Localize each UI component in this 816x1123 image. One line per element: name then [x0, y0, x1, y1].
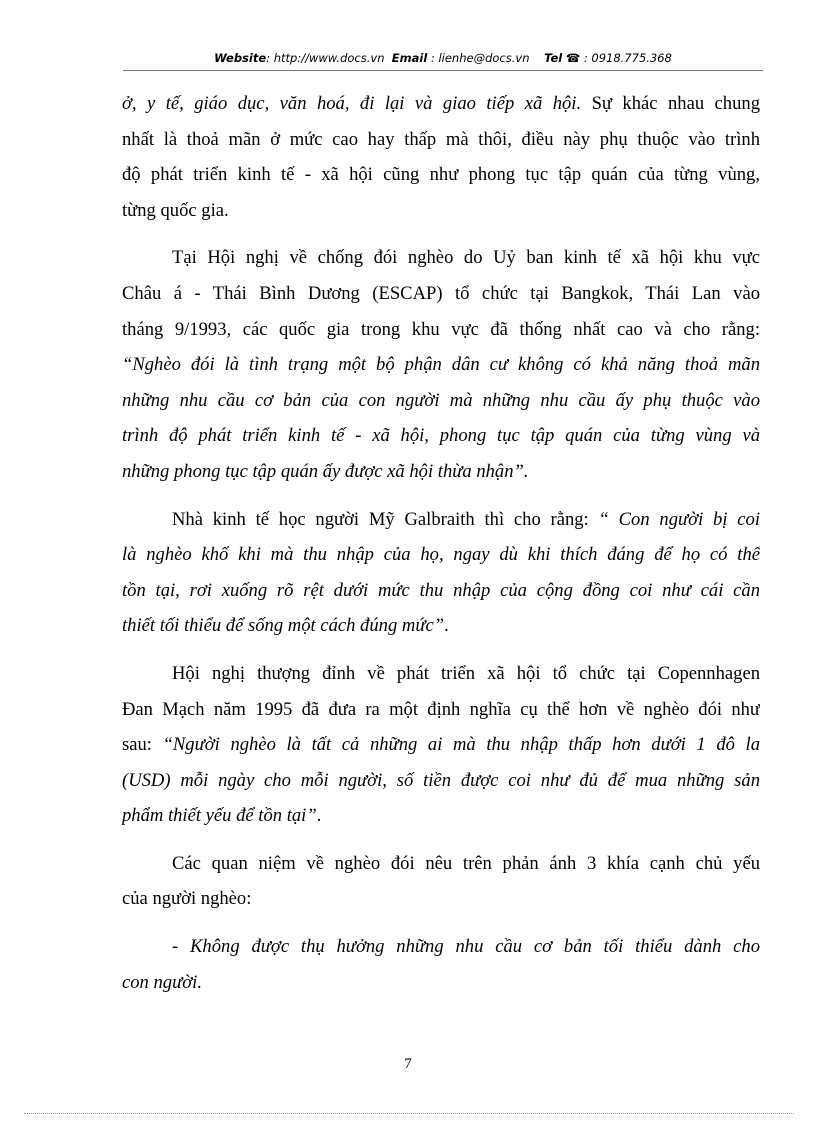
email-label: Email: [391, 51, 428, 65]
paragraph-2-line-1: Tại Hội nghị về chống đói nghèo do Uỷ ban kinh tế xã hội khu vực: [172, 247, 760, 269]
paragraph-3-line-4-rest: .: [444, 615, 449, 637]
website-value[interactable]: : http://www.docs.vn: [266, 51, 385, 65]
paragraph-4-line-1: Hội nghị thượng đỉnh về phát triển xã hội tổ chức tại Copennhagen: [172, 662, 760, 684]
paragraph-2-line-7: những phong tục tập quán ấy được xã hội thừa nhận”.: [122, 460, 529, 482]
paragraph-4-line-3-italic: “Người nghèo là tất cả những ai mà thu nhập thấp hơn dưới 1 đô la: [162, 734, 760, 756]
paragraph-4-line-3: [122, 727, 760, 763]
paragraph-2-line-5: những nhu cầu cơ bản của con người mà những nhu cầu ấy phụ thuộc vào: [122, 389, 760, 411]
paragraph-5-line-2: của người nghèo:: [122, 888, 252, 910]
paragraph-3-line-1-plain: Nhà kinh tế học người Mỹ Galbraith thì cho rằng:: [172, 508, 589, 530]
paragraph-3-line-1-italic: “ Con người bị coi: [588, 508, 760, 530]
paragraph-3-line-2: là nghèo khổ khi mà thu nhập của họ, ngay dù khi thích đáng để họ có thể: [122, 544, 760, 566]
paragraph-2-line-2: Châu á - Thái Bình Dương (ESCAP) tổ chức tại Bangkok, Thái Lan vào: [122, 282, 760, 304]
paragraph-4-line-4: (USD) mỗi ngày cho mỗi người, số tiền được coi như đủ để mua những sản: [122, 769, 760, 791]
paragraph-5: [122, 846, 760, 917]
paragraph-4-line-3-plain: sau:: [122, 734, 163, 756]
paragraph-1: [122, 86, 760, 228]
paragraph-gap: [122, 834, 760, 846]
paragraph-3-line-3: tồn tại, rơi xuống rõ rệt dưới mức thu nhập của cộng đồng coi như cái cần: [122, 579, 760, 601]
paragraph-1-line-3: độ phát triển kinh tế - xã hội cũng như phong tục tập quán của từng vùng,: [122, 164, 760, 186]
website-label: Website: [214, 51, 267, 65]
paragraph-1-line-2: nhất là thoả mãn ở mức cao hay thấp mà thôi, điều này phụ thuộc vào trình: [122, 128, 760, 150]
paragraph-gap: [122, 644, 760, 656]
paragraph-5-line-1: Các quan niệm về nghèo đói nêu trên phản ánh 3 khía cạnh chủ yếu: [172, 852, 760, 874]
paragraph-2-line-6: trình độ phát triển kinh tế - xã hội, phong tục tập quán của từng vùng và: [122, 425, 760, 447]
paragraph-3-line-1: [122, 502, 760, 538]
paragraph-3-line-4: [122, 608, 760, 644]
paragraph-1-line-1: [122, 86, 760, 122]
paragraph-1-line-1-rest: Sự khác nhau chung: [581, 93, 760, 114]
footer-divider: [24, 1113, 794, 1114]
paragraph-1-line-1-italic: ở, y tế, giáo dục, văn hoá, đi lại và giao tiếp xã hội.: [122, 93, 582, 114]
body-text: [122, 86, 760, 1000]
paragraph-2: [122, 240, 760, 489]
paragraph-6-line-1: - Không được thụ hưởng những nhu cầu cơ bản tối thiểu dành cho: [172, 936, 760, 958]
paragraph-4: [122, 656, 760, 834]
tel-label: Tel: [544, 51, 563, 65]
tel-value: ☎ : 0918.775.368: [565, 51, 672, 65]
paragraph-4-line-5-rest: .: [316, 805, 322, 827]
paragraph-1-line-4: từng quốc gia.: [122, 199, 229, 221]
paragraph-2-line-3: tháng 9/1993, các quốc gia trong khu vực đã thống nhất cao và cho rằng:: [122, 318, 760, 340]
paragraph-4-line-5-italic: phẩm thiết yếu để tồn tại”: [122, 805, 317, 827]
paragraph-3-line-4-italic: thiết tối thiểu để sống một cách đúng mức”: [122, 615, 445, 637]
paragraph-6-line-2: con người.: [122, 971, 202, 993]
paragraph-4-line-5: [122, 798, 760, 834]
paragraph-4-line-2: Đan Mạch năm 1995 đã đưa ra một định nghĩa cụ thể hơn về nghèo đói như: [122, 698, 760, 720]
paragraph-gap: [122, 917, 760, 929]
paragraph-2-line-4: “Nghèo đói là tình trạng một bộ phận dân cư không có khả năng thoả mãn: [122, 354, 760, 376]
page-header: [123, 48, 763, 71]
paragraph-gap: [122, 228, 760, 240]
paragraph-gap: [122, 490, 760, 502]
paragraph-6: [122, 929, 760, 1000]
page-number: 7: [404, 1056, 412, 1072]
email-value[interactable]: : lienhe@docs.vn: [427, 51, 530, 65]
paragraph-3: [122, 502, 760, 644]
